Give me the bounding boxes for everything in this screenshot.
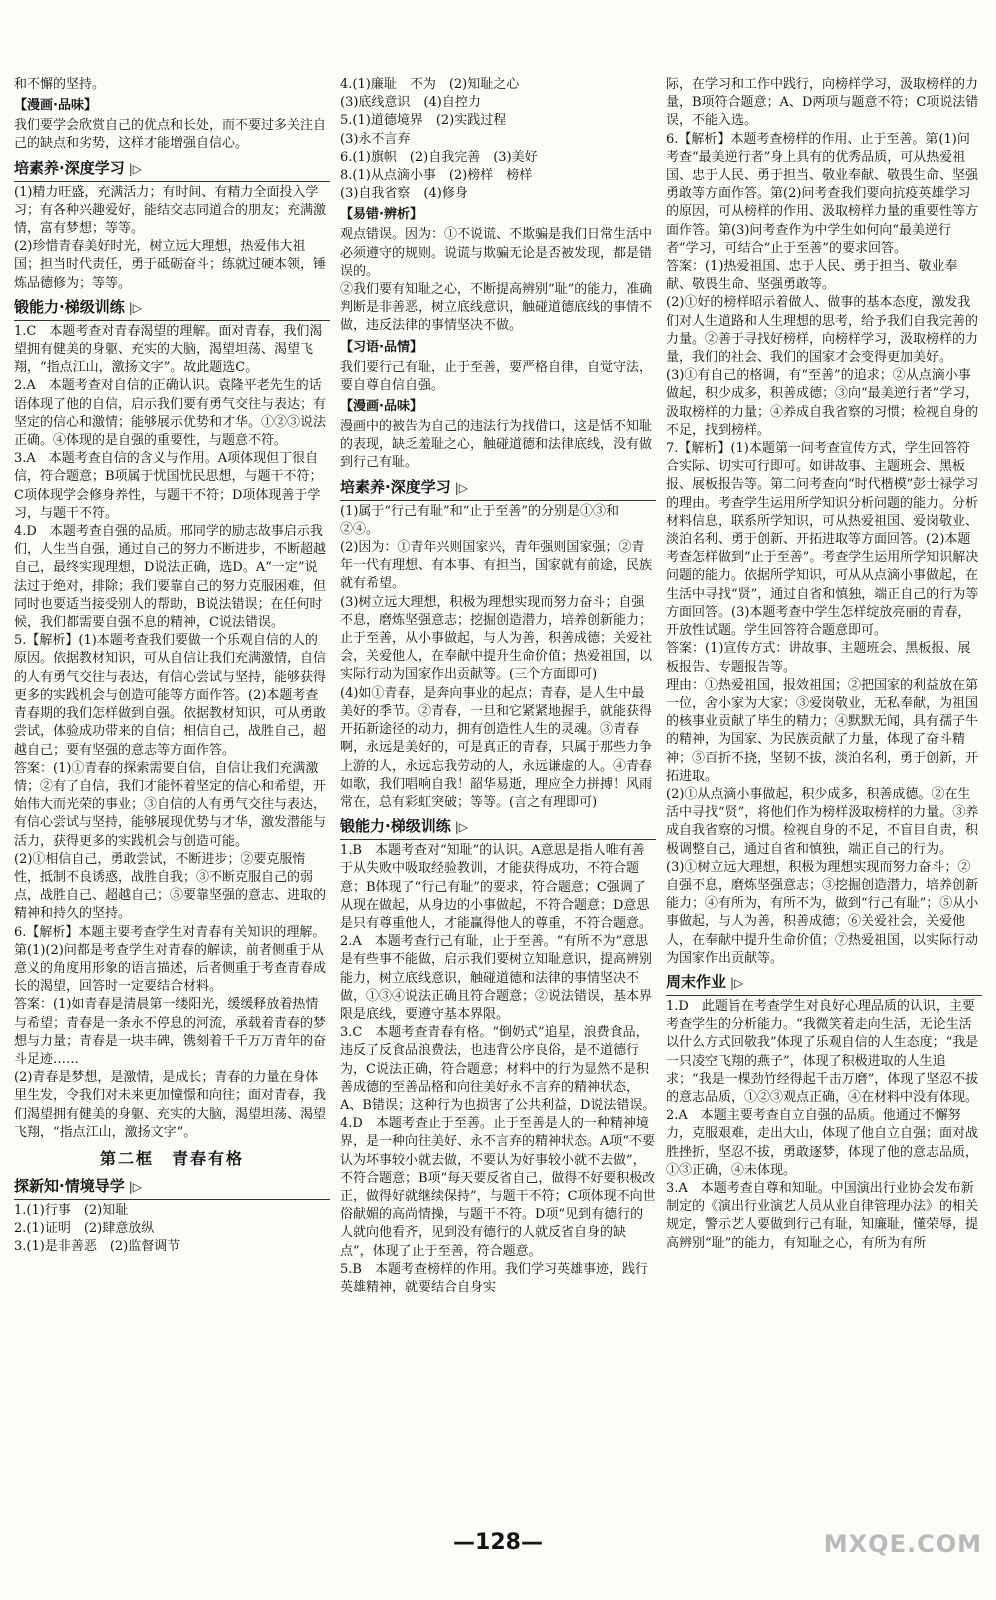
- heading-text: 锻能力·梯级训练: [340, 817, 451, 836]
- answer-item: 4.D 本题考查止于至善。止于至善是人的一种精神境界，是一种向往美好、永不言弃的精神状态。A项“不要认为坏事较小就去做，不要认为好事较小就不去做”，不符合题意；B项“每天要反省自己，做得不好要积极改正，做得好就继续保持”，与题干不符；C项体现不向世俗献媚的高尚情操，与题干不符。D项“见到有德行的人就向他看齐，见到没有德行的人就反省自身的缺点”，体现了止于至善，符合题意。: [340, 1116, 656, 1259]
- answer-item: 2.A 本题考查行己有耻，止于至善。“有所不为”意思是有些事不能做，启示我们要树立知耻意识，提高辨别能力，树立底线意识，触碰道德和法律的事情坚决不做，①③④说法正确且符合题意；②说法错误，基本界限是底线，要遵守基本界限。: [340, 934, 653, 1022]
- answer-item: (2)①好的榜样昭示着做人、做事的基本态度，激发我们对人生道路和人生理想的思考，给予我们自我完善的力量。②善于寻找好榜样，向榜样学习，汲取榜样的力量，我们的社会、我们的国家才会变得更加美好。: [666, 295, 979, 366]
- heading-text: 周末作业: [666, 972, 727, 991]
- paragraph: 际，在学习和工作中践行，向榜样学习，汲取榜样的力量，B项符合题意；A、D两项与题意不符；C项说法错误，不能入选。: [666, 77, 979, 129]
- paragraph: (1)属于“行己有耻”和“止于至善”的分别是①③和②④。: [340, 503, 619, 537]
- answer-item: (3)底线意识 (4)自控力: [340, 95, 481, 111]
- answer-item: 2.A 本题主要考查自立自强的品质。他通过不懈努力，克服艰难，走出大山，体现了他自立自强；面对战胜挫折，坚忍不拔，勇敢逐梦，体现了他的意志品质，①③正确，④未体现。: [666, 1108, 979, 1178]
- paragraph: (1)精力旺盛，充满活力；有时间、有精力全面投入学习；有各种兴趣爱好，能结交志同道合的朋友；充满激情，富有梦想；等等。: [14, 184, 327, 237]
- section-heading-training: [14, 296, 330, 321]
- paragraph: (2)因为：①青年兴则国家兴，青年强则国家强；②青年一代有理想、有本事、有担当，国家就有前途，民族就有希望。: [340, 540, 653, 592]
- answer-item: (3)①有自己的格调，有“至善”的追求；②从点滴小事做起，积少成多，积善成德；③向“最美逆行者”学习，汲取榜样的力量；④养成自我省察的习惯；检视自身的不足，找到榜样。: [666, 368, 979, 438]
- answer-item: (3)自我省察 (4)修身: [340, 186, 468, 202]
- page-number: —128—: [453, 1530, 543, 1555]
- section-heading-deep-learning: [14, 157, 330, 182]
- answer-item: 4.(1)廉耻 不为 (2)知耻之心: [340, 77, 520, 92]
- answer-item: 1.(1)行事 (2)知耻: [14, 1202, 129, 1218]
- section-heading-comic: 【漫画·品味】: [14, 98, 97, 114]
- paragraph: (4)如①青春，是奔向事业的起点；青春，是人生中最美好的季节。②青春，一旦和它紧紧地握手，就能获得开拓新途径的动力，拥有创造性人生的灵魂。③青春啊，永远是美好的，可是真正的青春，只属于那些力争上游的人，永远忘我劳动的人，永远谦虚的人。④青春如歌，我们唱响自我！韶华易逝，理应全力拼搏！风雨常在，总有彩虹突破；等等。(言之有理即可): [340, 685, 653, 810]
- paragraph: 我们要学会欣赏自己的优点和长处，而不要过多关注自己的缺点和劣势，这样才能增强自信心。: [14, 118, 327, 152]
- answer-item: 3.C 本题考查青春有格。“倒奶式”追星，浪费食品，违反了反食品浪费法，也违背公序良俗，是不道德行为，C说法正确，符合题意；材料中的行为显然不是积善成德的至善品格和向往美好永不言弃的精神状态，A、B错误；这种行为也损害了公共利益，D说法错误。: [340, 1025, 656, 1113]
- paragraph: 我们要行己有耻，止于至善，要严格自律，自觉守法，要自尊自信自强。: [340, 359, 653, 393]
- heading-text: 锻能力·梯级训练: [14, 297, 125, 316]
- answer-item: (3)①树立远大理想，积极为理想实现而努力奋斗；②自强不息，磨炼坚强意志；③挖掘创造潜力，培养创新能力；④有所为，有所不为，做到“行己有耻”；⑤从小事做起，与人为善，积善成德；⑥关爱社会，关爱他人，在奉献中提升生命价值；⑦热爱祖国，以实际行动为国家作出贡献等。: [666, 859, 979, 966]
- paragraph: (3)树立远大理想，积极为理想实现而努力奋斗；自强不息，磨炼坚强意志；挖掘创造潜力，培养创新能力；止于至善，从小事做起，与人为善，积善成德；关爱社会，关爱他人，在奉献中提升生命价值；热爱祖国，以实际行动为国家作出贡献等。(三个方面即可): [340, 594, 653, 683]
- column-middle: [340, 76, 656, 1516]
- section-heading-explore: [14, 1175, 330, 1200]
- answer-item: 2.(1)证明 (2)肆意放纵: [14, 1221, 155, 1237]
- heading-text: 培素养·深度学习: [340, 477, 451, 496]
- answer-item: 5.B 本题考查榜样的作用。我们学习英雄事迹，践行英雄精神，就要结合自身实: [340, 1261, 648, 1295]
- paragraph: 观点错误。因为：①不说谎、不欺骗是我们日常生活中必须遵守的规则。说谎与欺骗无论是否被发现，都是错误的。: [340, 227, 653, 279]
- answer-page: [14, 76, 982, 1516]
- lesson-title: 第二框 青春有格: [99, 1148, 244, 1168]
- paragraph: (2)珍惜青春美好时光，树立远大理想，热爱伟大祖国；担当时代责任，勇于砥砺奋斗；练就过硬本领，锤炼品德修为；等等。: [14, 239, 327, 291]
- answer-item: 1.B 本题考查对“知耻”的认识。A意思是指人唯有善于从失败中吸取经验教训，才能获得成功，不符合题意；B体现了“行己有耻”的要求，符合题意；C强调了从现在做起，从身边的小事做起，不符合题意；D意思是只有尊重他人，才能赢得他人的尊重，不符合题意。: [340, 843, 653, 931]
- arrow-icon: |▷: [128, 161, 142, 176]
- answer-item: 6.(1)旗帜 (2)自我完善 (3)美好: [340, 149, 538, 165]
- arrow-icon: |▷: [730, 975, 744, 990]
- section-heading-deep-learning: [340, 476, 656, 501]
- answer-item: 答案：(1)①青春的探索需要自信，自信让我们充满激情；②有了自信，我们才能怀着坚定的信心和希望，开始伟大而光荣的事业；③自信的人有勇气交往与表达，有信心尝试与坚持，能够展现优势与才华，激发潜能与活力，获得更多的实践机会与创造可能。: [14, 760, 327, 849]
- answer-item: 8.(1)从点滴小事 (2)榜样 榜样: [340, 168, 533, 184]
- answer-item: 3.(1)是非善恶 (2)监督调节: [14, 1239, 181, 1255]
- column-left: [14, 76, 330, 1516]
- heading-text: 探新知·情境导学: [14, 1176, 125, 1195]
- arrow-icon: |▷: [128, 1179, 142, 1194]
- answer-item: (2)青春是梦想，是激情，是成长；青春的力量在身体里生发，令我们对未来更加憧憬和向往；面对青春，我们渴望拥有健美的身躯、充实的大脑，渴望坦荡、渴望飞翔，“指点江山，激扬文字”。: [14, 1070, 327, 1140]
- arrow-icon: |▷: [128, 300, 142, 315]
- answer-item: 5.(1)道德境界 (2)实践过程: [340, 113, 507, 129]
- answer-item: 答案：(1)热爱祖国、忠于人民、勇于担当、敬业奉献、敬畏生命、坚强勇敢等。: [666, 259, 958, 293]
- answer-item: 答案：(1)宣传方式：讲故事、主题班会、黑板报、展板报告、专题报告等。: [666, 641, 971, 675]
- answer-item: (2)①相信自己，勇敢尝试，不断进步；②要克服惰性，抵制不良诱惑，战胜自我；③不断克服自己的弱点，战胜自己、超越自己；⑤要靠坚强的意志、进取的精神和持久的坚持。: [14, 851, 327, 922]
- answer-item: (2)①从点滴小事做起，积少成多，积善成德。②在生活中寻找“贤”，将他们作为榜样汲取榜样的力量。③养成自我省察的习惯。检视自身的不足，不盲目自责，积极调整自己，通过自省和慎独，端正自己的行为。: [666, 786, 979, 857]
- answer-item: 答案：(1)如青春是清晨第一缕阳光，缓缓释放着热情与希望；青春是一条永不停息的河流，承载着青春的梦想与力量；青春是一块丰碑，镌刻着千千万万青年的奋斗足迹……: [14, 997, 327, 1067]
- answer-item: 理由：①热爱祖国，报效祖国；②把国家的利益放在第一位，舍小家为大家；③爱岗敬业，无私奉献，为祖国的核事业贡献了毕生的精力；④默默无闻，具有孺子牛的精神，为国家、为民族贡献了力量，体现了奋斗精神；⑤百折不挠，坚韧不拔，淡泊名利，勇于创新，开拓进取。: [666, 677, 979, 784]
- section-heading-comic: 【漫画·品味】: [340, 399, 423, 415]
- arrow-icon: |▷: [454, 480, 468, 495]
- answer-item: 5.【解析】(1)本题考查我们要做一个乐观自信的人的原因。依据教材知识，可从自信让我们充满激情，自信的人有勇气交往与表达，有信心尝试与坚持，能够获得更多的实践机会与创造可能等方面作答。(2)本题考查青春期的我们怎样做到自强。依据教材知识，可从勇敢尝试，体验成功带来的自信；相信自己，战胜自己，超越自己；要有坚强的意志等方面作答。: [14, 633, 327, 758]
- heading-text: 培素养·深度学习: [14, 158, 125, 177]
- answer-item: 4.D 本题考查自强的品质。邢同学的励志故事启示我们，人生当自强，通过自己的努力不断进步，不断超越自己，最终实现理想，D说法正确，选D。A“一定”说法过于绝对，排除；我们要靠自己的努力克服困难，但同时也要适当接受别人的帮助，B说法错误；在任何时候，我们都需要自强不息的精神，C说法错误。: [14, 524, 327, 631]
- arrow-icon: |▷: [454, 820, 468, 835]
- section-heading-training: [340, 815, 656, 840]
- section-heading-weekend: [666, 971, 982, 996]
- answer-item: 7.【解析】(1)本题第一问考查宣传方式，学生回答符合实际、切实可行即可。如讲故事、主题班会、黑板报、展板报告等。第二问考查向“时代楷模”彭士禄学习的理由。考查学生运用所学知识分析问题的能力。分析材料信息，联系所学知识，可从热爱祖国、爱岗敬业、淡泊名利、勇于创新、开拓进取等方面回答。(2)本题考查怎样做到“止于至善”。考查学生运用所学知识解决问题的能力。依据所学知识，可从从点滴小事做起，在生活中寻找“贤”，通过自省和慎独，端正自己的行为等方面回答。(3)本题考查中学生怎样绽放亮丽的青春，开放性试题。学生回答符合题意即可。: [666, 441, 979, 639]
- section-heading-quote: 【习语·品情】: [340, 339, 423, 355]
- answer-item: 2.A 本题考查对自信的正确认识。袁隆平老先生的话语体现了他的自信，启示我们要有勇气交往与表达；有坚定的信心和激情；能够展示优势和才华。①②③说法正确。④体现的是自强的重要性，与题意不符。: [14, 378, 327, 449]
- answer-item: 6.【解析】本题考查榜样的作用、止于至善。第(1)问考查“最美逆行者”身上具有的优秀品质，可从热爱祖国、忠于人民、勇于担当、敬业奉献、敬畏生命、坚强勇敢等方面作答。第(2)问考查我们要向抗疫英雄学习的原因，可从榜样的作用、汲取榜样力量的重要性等方面作答。第(3)问考查作为中学生如何向“最美逆行者”学习，可结合“止于至善”的要求回答。: [666, 131, 979, 256]
- answer-item: 6.【解析】本题主要考查学生对青春有关知识的理解。第(1)(2)问都是考查学生对青春的解读，前者侧重于从意义的角度用形象的语言描述，后者侧重于考查青春成长的渴望，回答时一定要结合材料。: [14, 924, 327, 995]
- answer-item: 1.C 本题考查对青春渴望的理解。面对青春，我们渴望拥有健美的身躯、充实的大脑，渴望坦荡、渴望飞翔，“指点江山，激扬文字”。故此题选C。: [14, 323, 323, 376]
- watermark-logo: MXQE.COM: [823, 1530, 982, 1558]
- section-heading-error: 【易错·辨析】: [340, 207, 423, 223]
- column-right: [666, 76, 982, 1516]
- answer-item: (3)永不言弃: [340, 131, 411, 147]
- paragraph: 和不懈的坚持。: [14, 77, 106, 92]
- answer-item: 3.A 本题考查自信的含义与作用。A项体现但丁很自信，符合题意；B项属于忧国忧民思想，与题干不符；C项体现学会修身养性，与题干不符；D项体现善于学习，与题干不符。: [14, 451, 323, 521]
- paragraph: ②我们要有知耻之心，不断提高辨别“耻”的能力，准确判断是非善恶，树立底线意识，触碰道德底线的事情不做，违反法律的事情坚决不做。: [340, 282, 653, 334]
- answer-item: 3.A 本题考查自尊和知耻。中国演出行业协会发布新制定的《演出行业演艺人员从业自律管理办法》的相关规定，警示艺人要做到行己有耻，知廉耻，懂荣辱，提高辨别“耻”的能力，有知耻之心，有所为有所: [666, 1180, 979, 1251]
- answer-item: 1.D 此题旨在考查学生对良好心理品质的认识，主要考查学生的分析能力。“我微笑着走向生活，无论生活以什么方式回敬我”体现了乐观自信的人生态度；“我是一只凌空飞翔的燕子”，体现了积极进取的人生追求；“我是一棵劲竹经得起千击万磨”，体现了坚忍不拔的意志品质，①②③观点正确，④在材料中没有体现。: [666, 998, 979, 1105]
- paragraph: 漫画中的被告为自己的违法行为找借口，这是恬不知耻的表现，缺乏羞耻之心，触碰道德和法律底线，没有做到行己有耻。: [340, 419, 653, 471]
